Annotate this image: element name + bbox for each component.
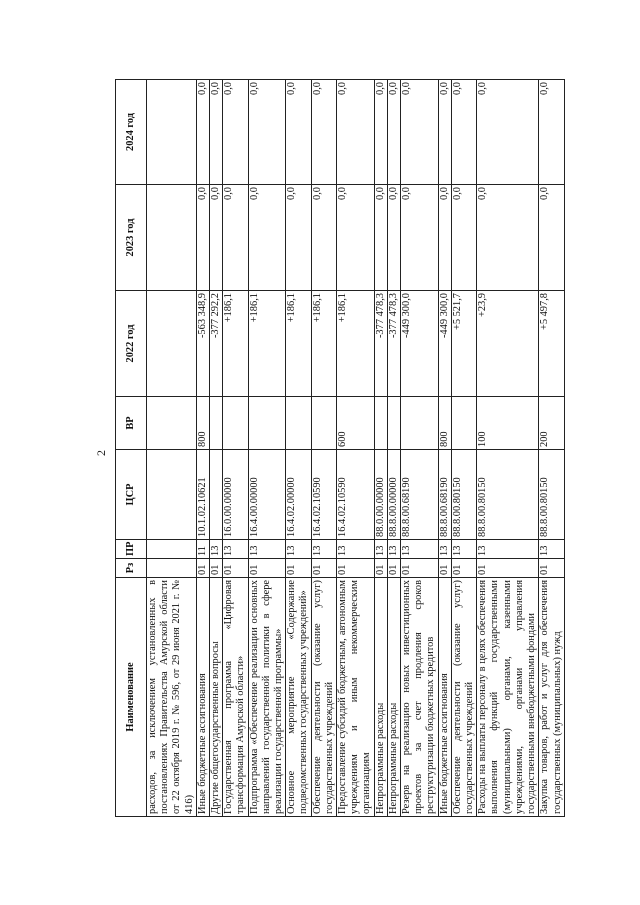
cell-vr (374, 397, 387, 450)
cell-rz: 01 (438, 559, 451, 578)
cell-y2022 (147, 291, 197, 397)
cell-y2023: 0,0 (438, 185, 451, 291)
cell-csr: 16.4.02.00000 (286, 450, 311, 540)
header-2022: 2022 год (116, 291, 147, 397)
cell-y2023: 0,0 (286, 185, 311, 291)
cell-y2023: 0,0 (374, 185, 387, 291)
cell-y2024: 0,0 (477, 80, 539, 185)
header-vr: ВР (116, 397, 147, 450)
cell-y2023: 0,0 (477, 185, 539, 291)
cell-y2023: 0,0 (196, 185, 209, 291)
cell-y2023: 0,0 (223, 185, 248, 291)
cell-y2023 (147, 185, 197, 291)
cell-y2024 (147, 80, 197, 185)
budget-table (115, 79, 565, 817)
cell-vr (286, 397, 311, 450)
cell-y2024: 0,0 (539, 80, 564, 185)
table-row (401, 80, 439, 817)
cell-rz: 01 (387, 559, 400, 578)
cell-rz: 01 (223, 559, 248, 578)
cell-pr: 13 (438, 540, 451, 559)
table-row (374, 80, 387, 817)
header-2023: 2023 год (116, 185, 147, 291)
cell-rz: 01 (337, 559, 375, 578)
cell-pr: 13 (401, 540, 439, 559)
table-row (248, 80, 286, 817)
cell-y2024: 0,0 (438, 80, 451, 185)
cell-vr (451, 397, 476, 450)
cell-csr (210, 450, 223, 540)
cell-y2024: 0,0 (387, 80, 400, 185)
cell-pr: 13 (286, 540, 311, 559)
cell-y2023: 0,0 (539, 185, 564, 291)
cell-csr: 16.4.02.10590 (311, 450, 336, 540)
cell-rz: 01 (311, 559, 336, 578)
table-header-row (116, 80, 147, 817)
header-rz: Рз (116, 559, 147, 578)
table-row (477, 80, 539, 817)
cell-y2022: -377 478,3 (374, 291, 387, 397)
cell-vr (147, 397, 197, 450)
table-body (147, 80, 565, 817)
cell-rz: 01 (401, 559, 439, 578)
cell-csr: 88.8.00.80150 (477, 450, 539, 540)
cell-vr (223, 397, 248, 450)
cell-csr: 16.0.00.00000 (223, 450, 248, 540)
cell-csr: 16.4.00.00000 (248, 450, 286, 540)
cell-csr: 88.8.00.68190 (438, 450, 451, 540)
cell-vr: 100 (477, 397, 539, 450)
table-row (196, 80, 209, 817)
cell-name: Иные бюджетные ассигнования (438, 578, 451, 817)
table-row (147, 80, 197, 817)
cell-csr: 88.8.00.80150 (539, 450, 564, 540)
header-2024: 2024 год (116, 80, 147, 185)
cell-pr: 13 (337, 540, 375, 559)
cell-name: Предоставление субсидий бюджетным, автономным учреждениям и иным некоммерческим организациям (337, 578, 375, 817)
cell-rz: 01 (196, 559, 209, 578)
cell-vr (210, 397, 223, 450)
cell-y2024: 0,0 (374, 80, 387, 185)
cell-pr: 13 (387, 540, 400, 559)
cell-rz: 01 (477, 559, 539, 578)
cell-name: Основное мероприятие «Содержание подведомственных государственных учреждений» (286, 578, 311, 817)
cell-name: Обеспечение деятельности (оказание услуг) государственных учреждений (451, 578, 476, 817)
cell-y2024: 0,0 (210, 80, 223, 185)
cell-rz: 01 (248, 559, 286, 578)
cell-name: Подпрограмма «Обеспечение реализации основных направлений государственной политики в сфере реализации государственной программы» (248, 578, 286, 817)
table-row (223, 80, 248, 817)
table-row (438, 80, 451, 817)
cell-y2023: 0,0 (311, 185, 336, 291)
cell-y2023: 0,0 (401, 185, 439, 291)
cell-y2024: 0,0 (311, 80, 336, 185)
cell-vr: 800 (196, 397, 209, 450)
cell-pr: 13 (223, 540, 248, 559)
cell-name: Закупка товаров, работ и услуг для обеспечения государственных (муниципальных) нужд (539, 578, 564, 817)
cell-csr: 88.8.00.00000 (387, 450, 400, 540)
cell-y2022: +186,1 (311, 291, 336, 397)
cell-y2022: +186,1 (248, 291, 286, 397)
cell-pr: 13 (539, 540, 564, 559)
cell-vr (401, 397, 439, 450)
cell-y2022: -449 300,0 (438, 291, 451, 397)
cell-rz: 01 (374, 559, 387, 578)
cell-y2023: 0,0 (210, 185, 223, 291)
cell-vr: 600 (337, 397, 375, 450)
cell-name: Государственная программа «Цифровая трансформация Амурской области» (223, 578, 248, 817)
cell-y2022: +186,1 (337, 291, 375, 397)
cell-pr: 13 (451, 540, 476, 559)
cell-y2023: 0,0 (248, 185, 286, 291)
cell-y2023: 0,0 (387, 185, 400, 291)
rotated-table-wrapper (115, 80, 570, 817)
page-number: 2 (94, 450, 108, 456)
cell-y2023: 0,0 (337, 185, 375, 291)
cell-pr: 13 (248, 540, 286, 559)
cell-csr: 16.4.02.10590 (337, 450, 375, 540)
cell-rz: 01 (539, 559, 564, 578)
cell-y2022: -563 348,9 (196, 291, 209, 397)
cell-pr: 13 (374, 540, 387, 559)
cell-pr: 11 (196, 540, 209, 559)
cell-rz: 01 (286, 559, 311, 578)
cell-rz: 01 (451, 559, 476, 578)
cell-y2022: +23,9 (477, 291, 539, 397)
header-pr: ПР (116, 540, 147, 559)
table-row (539, 80, 564, 817)
cell-pr (147, 540, 197, 559)
cell-y2024: 0,0 (451, 80, 476, 185)
cell-vr (387, 397, 400, 450)
table-row (337, 80, 375, 817)
cell-y2022: -449 300,0 (401, 291, 439, 397)
table-row (387, 80, 400, 817)
header-name: Наименование (116, 578, 147, 817)
cell-name: Расходы на выплаты персоналу в целях обеспечения выполнения функций государственными (муниципальными) органами, казенными учреждениями, органами управления государственными внебюджетными фондами (477, 578, 539, 817)
cell-csr: 10.1.02.10621 (196, 450, 209, 540)
cell-rz (147, 559, 197, 578)
cell-y2024: 0,0 (248, 80, 286, 185)
cell-vr: 200 (539, 397, 564, 450)
cell-name: Другие общегосударственные вопросы (210, 578, 223, 817)
cell-vr (311, 397, 336, 450)
cell-y2024: 0,0 (286, 80, 311, 185)
cell-y2022: +5 521,7 (451, 291, 476, 397)
table-row (210, 80, 223, 817)
cell-y2022: +186,1 (223, 291, 248, 397)
table-row (451, 80, 476, 817)
cell-y2022: +5 497,8 (539, 291, 564, 397)
cell-y2024: 0,0 (401, 80, 439, 185)
cell-y2022: -377 478,3 (387, 291, 400, 397)
cell-pr: 13 (477, 540, 539, 559)
cell-y2022: -377 292,2 (210, 291, 223, 397)
cell-pr: 13 (210, 540, 223, 559)
cell-y2024: 0,0 (196, 80, 209, 185)
cell-name: расходов, за исключением установленных в постановлениях Правительства Амурской области от 22 октября 2019 г. № 596, от 29 июня 2021 г. № 416) (147, 578, 197, 817)
cell-name: Иные бюджетные ассигнования (196, 578, 209, 817)
cell-pr: 13 (311, 540, 336, 559)
cell-name: Непрограммные расходы (374, 578, 387, 817)
cell-vr: 800 (438, 397, 451, 450)
header-csr: ЦСР (116, 450, 147, 540)
cell-csr: 88.8.00.68190 (401, 450, 439, 540)
cell-y2022: +186,1 (286, 291, 311, 397)
cell-csr: 88.8.00.80150 (451, 450, 476, 540)
cell-rz: 01 (210, 559, 223, 578)
cell-name: Обеспечение деятельности (оказание услуг) государственных учреждений (311, 578, 336, 817)
table-row (286, 80, 311, 817)
cell-csr: 88.0.00.00000 (374, 450, 387, 540)
cell-name: Непрограммные расходы (387, 578, 400, 817)
cell-name: Резерв на реализацию новых инвестиционных проектов за счет продления сроков реструктуризации бюджетных кредитов (401, 578, 439, 817)
cell-vr (248, 397, 286, 450)
table-row (311, 80, 336, 817)
cell-y2024: 0,0 (337, 80, 375, 185)
cell-csr (147, 450, 197, 540)
cell-y2024: 0,0 (223, 80, 248, 185)
cell-y2023: 0,0 (451, 185, 476, 291)
